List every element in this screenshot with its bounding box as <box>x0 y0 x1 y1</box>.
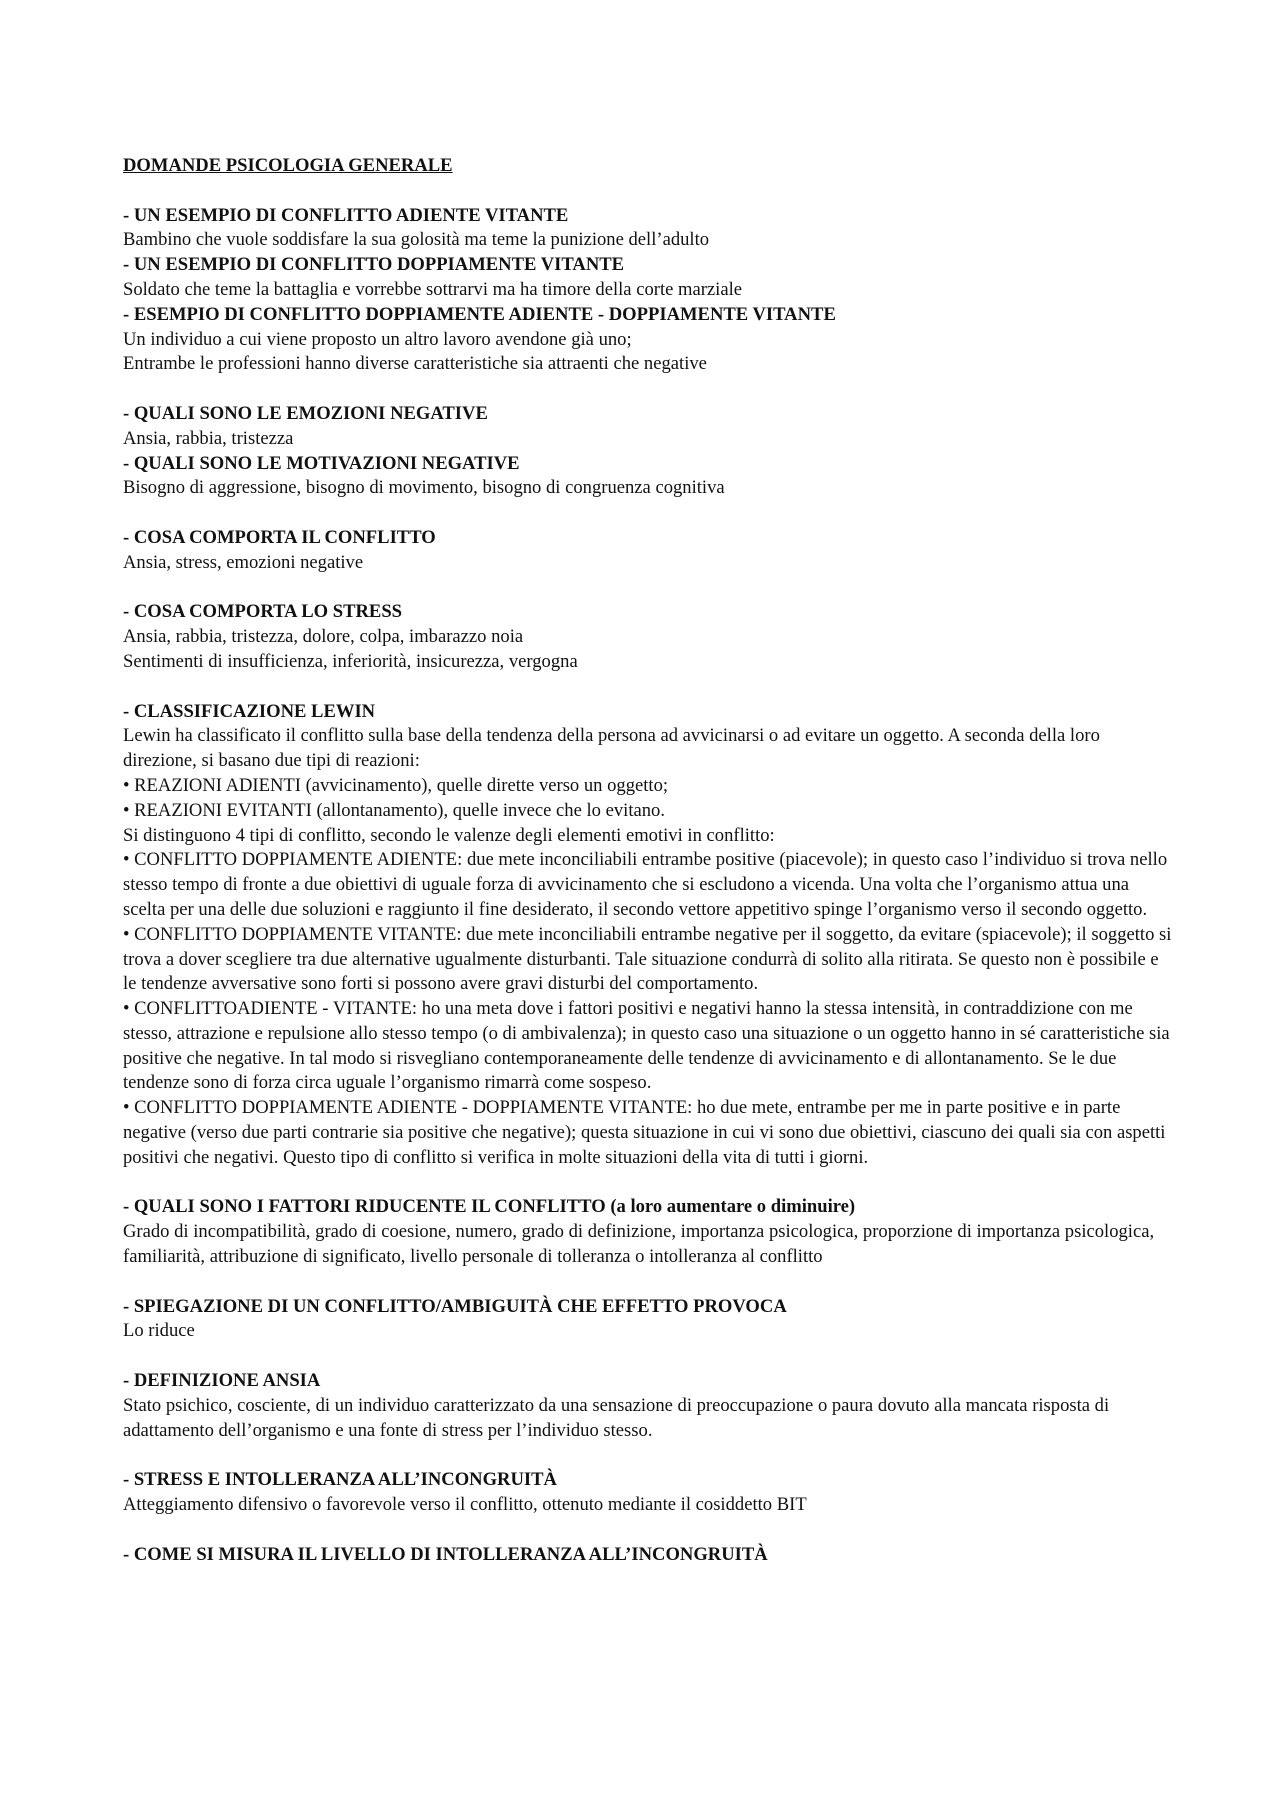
bullet-item: • REAZIONI EVITANTI (allontanamento), quelle invece che lo evitano. <box>123 799 665 821</box>
question-heading: - COSA COMPORTA IL CONFLITTO <box>123 526 436 548</box>
question-heading: - ESEMPIO DI CONFLITTO DOPPIAMENTE ADIENTE - DOPPIAMENTE VITANTE <box>123 303 836 325</box>
question-heading: - COME SI MISURA IL LIVELLO DI INTOLLERANZA ALL’INCONGRUITÀ <box>123 1543 768 1565</box>
section-reducing-factors <box>123 1195 1173 1269</box>
section-conflict-effects <box>123 526 1173 576</box>
spacer <box>123 576 1173 601</box>
section-conflict-examples <box>123 204 1173 378</box>
document-title: DOMANDE PSICOLOGIA GENERALE <box>123 155 453 176</box>
question-heading: - SPIEGAZIONE DI UN CONFLITTO/AMBIGUITÀ CHE EFFETTO PROVOCA <box>123 1295 787 1317</box>
answer-text: Bambino che vuole soddisfare la sua golosità ma teme la punizione dell’adulto <box>123 229 710 251</box>
question-heading: - QUALI SONO LE MOTIVAZIONI NEGATIVE <box>123 452 520 474</box>
question-heading: - STRESS E INTOLLERANZA ALL’INCONGRUITÀ <box>123 1469 557 1491</box>
answer-text: Lo riduce <box>123 1320 195 1342</box>
answer-text: Entrambe le professioni hanno diverse caratteristiche sia attraenti che negative <box>123 353 707 375</box>
bullet-item: • REAZIONI ADIENTI (avvicinamento), quelle dirette verso un oggetto; <box>123 774 669 796</box>
section-intolerance-measure <box>123 1543 1173 1568</box>
spacer <box>123 1518 1173 1543</box>
bullet-item: • CONFLITTO DOPPIAMENTE VITANTE: due mete inconciliabili entrambe negative per il soggetto, da evitare (spiacevole); il soggetto si trova a dover scegliere tra due alternative ugualmente disturbanti. Tale situazione condurrà di solito alla ritirata. Se questo non è possibile e le tendenze avversative sono forti si possono avere gravi disturbi del comportamento. <box>123 923 1172 995</box>
answer-text: Ansia, rabbia, tristezza <box>123 427 294 449</box>
spacer <box>123 675 1173 700</box>
section-lewin-classification <box>123 700 1173 1171</box>
paragraph: Lewin ha classificato il conflitto sulla base della tendenza della persona ad avvicinarsi o ad evitare un oggetto. A seconda della loro direzione, si basano due tipi di reazioni: <box>123 725 1100 772</box>
paragraph: Si distinguono 4 tipi di conflitto, secondo le valenze degli elementi emotivi in conflitto: <box>123 824 775 846</box>
answer-text: Ansia, rabbia, tristezza, dolore, colpa, imbarazzo noia <box>123 626 524 648</box>
section-ambiguity <box>123 1295 1173 1345</box>
question-heading: - DEFINIZIONE ANSIA <box>123 1370 321 1392</box>
answer-text: Ansia, stress, emozioni negative <box>123 551 364 573</box>
spacer <box>123 501 1173 526</box>
answer-text: Grado di incompatibilità, grado di coesione, numero, grado di definizione, importanza psicologica, proporzione di importanza psicologica, familiarità, attribuzione di significato, livello personale di tolleranza o intolleranza al conflitto <box>123 1221 1155 1268</box>
spacer <box>123 1171 1173 1196</box>
document-page <box>123 154 1173 1567</box>
spacer <box>123 1270 1173 1295</box>
section-stress-intolerance <box>123 1468 1173 1518</box>
answer-text: Soldato che teme la battaglia e vorrebbe sottrarvi ma ha timore della corte marziale <box>123 278 743 300</box>
bullet-item: • CONFLITTO DOPPIAMENTE ADIENTE - DOPPIAMENTE VITANTE: ho due mete, entrambe per me in parte positive e in parte negative (verso due parti contrarie sia positive che negative); questa situazione in cui vi sono due obiettivi, ciascuno dei quali sia con aspetti positivi che negativi. Questo tipo di conflitto si verifica in molte situazioni della vita di tutti i giorni. <box>123 1097 1166 1168</box>
question-heading: - QUALI SONO I FATTORI RIDUCENTE IL CONFLITTO (a loro aumentare o diminuire) <box>123 1196 856 1218</box>
answer-text: Atteggiamento difensivo o favorevole verso il conflitto, ottenuto mediante il cosiddetto BIT <box>123 1494 807 1516</box>
answer-text: Sentimenti di insufficienza, inferiorità, insicurezza, vergogna <box>123 650 578 672</box>
section-negative-emotions <box>123 402 1173 501</box>
question-heading: - COSA COMPORTA LO STRESS <box>123 601 402 623</box>
answer-text: Bisogno di aggressione, bisogno di movimento, bisogno di congruenza cognitiva <box>123 477 725 499</box>
section-anxiety-definition <box>123 1369 1173 1443</box>
spacer <box>123 1344 1173 1369</box>
question-heading: - UN ESEMPIO DI CONFLITTO DOPPIAMENTE VITANTE <box>123 254 625 276</box>
spacer <box>123 1443 1173 1468</box>
spacer <box>123 179 1173 204</box>
section-stress-effects <box>123 600 1173 674</box>
question-heading: - CLASSIFICAZIONE LEWIN <box>123 700 376 722</box>
answer-text: Stato psichico, cosciente, di un individuo caratterizzato da una sensazione di preoccupazione o paura dovuto alla mancata risposta di adattamento dell’organismo e una fonte di stress per l’individuo stesso. <box>123 1394 1110 1441</box>
answer-text: Un individuo a cui viene proposto un altro lavoro avendone già uno; <box>123 328 632 350</box>
bullet-item: • CONFLITTOADIENTE - VITANTE: ho una meta dove i fattori positivi e negativi hanno la stessa intensità, in contraddizione con me stesso, attrazione e repulsione allo stesso tempo (o di ambivalenza); in questo caso una situazione o un oggetto hanno in sé caratteristiche sia positive che negative. In tal modo si risvegliano contemporaneamente delle tendenze di avvicinamento e di allontanamento. Se le due tendenze sono di forza circa uguale l’organismo rimarrà come sospeso. <box>123 998 1170 1094</box>
bullet-item: • CONFLITTO DOPPIAMENTE ADIENTE: due mete inconciliabili entrambe positive (piacevole); in questo caso l’individuo si trova nello stesso tempo di fronte a due obiettivi di uguale forza di avvicinamento che si escludono a vicenda. Una volta che l’organismo attua una scelta per una delle due soluzioni e raggiunto il fine desiderato, il secondo vettore appetitivo spinge l’organismo verso il secondo oggetto. <box>123 849 1168 920</box>
question-heading: - UN ESEMPIO DI CONFLITTO ADIENTE VITANTE <box>123 204 569 226</box>
question-heading: - QUALI SONO LE EMOZIONI NEGATIVE <box>123 402 488 424</box>
spacer <box>123 377 1173 402</box>
